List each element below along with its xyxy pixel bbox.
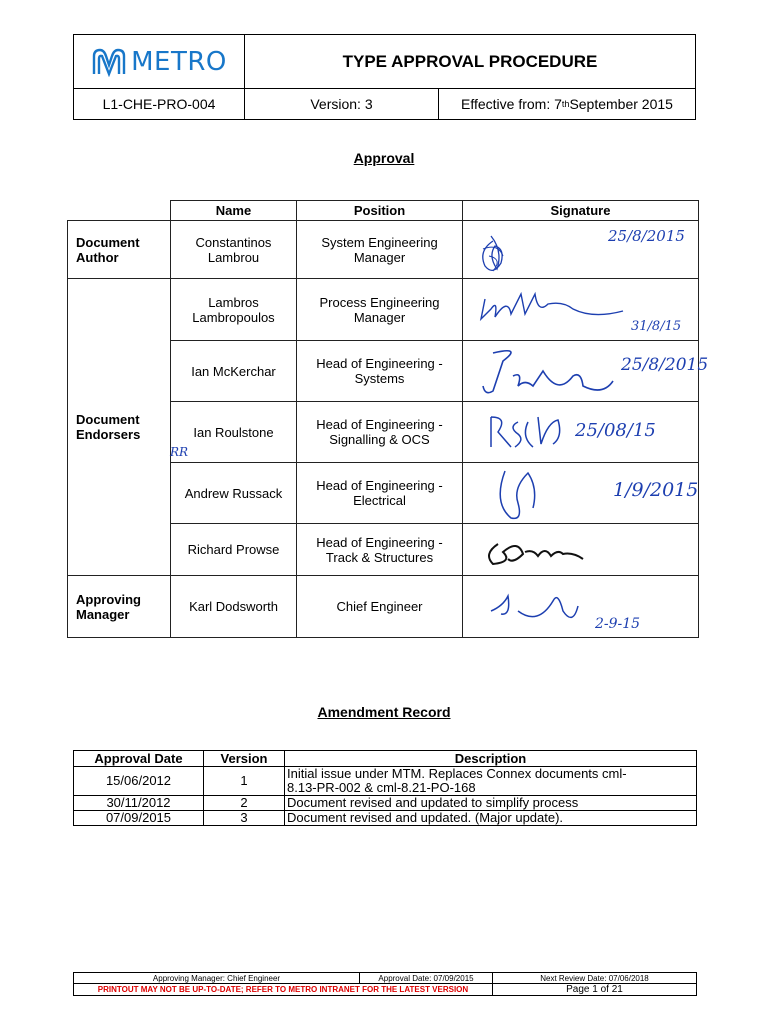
amendment-date: 15/06/2012 <box>74 767 204 796</box>
approver-position: Process Engineering Manager <box>297 279 463 341</box>
signature-cell <box>463 341 709 402</box>
signature-cell <box>463 524 699 576</box>
approver-name: Karl Dodsworth <box>171 576 297 638</box>
approver-position: Head of Engineering - Signalling & OCS <box>297 402 463 463</box>
signature-icon <box>463 524 699 576</box>
document-title: TYPE APPROVAL PROCEDURE <box>245 35 695 89</box>
effective-prefix: Effective from: 7 <box>461 96 562 112</box>
effective-date <box>439 89 695 119</box>
amendment-version: 3 <box>204 811 285 826</box>
margin-initials: RR <box>170 445 189 459</box>
amendment-date: 07/09/2015 <box>74 811 204 826</box>
approver-position: Head of Engineering - Electrical <box>297 463 463 524</box>
document-header <box>73 34 696 120</box>
approver-name: Lambros Lambropoulos <box>171 279 297 341</box>
amendment-table <box>73 750 697 826</box>
signature-date: 25/08/15 <box>575 420 656 441</box>
amendment-date: 30/11/2012 <box>74 796 204 811</box>
approval-table <box>67 200 709 638</box>
signature-date: 25/8/2015 <box>621 355 709 375</box>
signature-date: 31/8/15 <box>631 319 682 334</box>
column-description-header: Description <box>285 751 697 767</box>
amendment-version: 2 <box>204 796 285 811</box>
document-code: L1-CHE-PRO-004 <box>74 89 245 119</box>
author-label: Document Author <box>68 221 171 279</box>
approver-position: Head of Engineering - Track & Structures <box>297 524 463 576</box>
approver-name: Andrew Russack <box>171 463 297 524</box>
approver-position: Chief Engineer <box>297 576 463 638</box>
metro-logo-icon <box>91 47 127 77</box>
amendment-description: Initial issue under MTM. Replaces Connex documents cml- 8.13-PR-002 & cml-8.21-PO-168 <box>285 767 697 796</box>
column-approval-date-header: Approval Date <box>74 751 204 767</box>
footer-next-review: Next Review Date: 07/06/2018 <box>493 973 697 984</box>
approver-name: Richard Prowse <box>171 524 297 576</box>
signature-cell <box>463 463 699 524</box>
footer-approving-manager: Approving Manager: Chief Engineer <box>74 973 360 984</box>
approver-name: Ian Roulstone <box>171 402 297 463</box>
signature-date: 2-9-15 <box>595 616 641 632</box>
approver-name: Ian McKerchar <box>171 341 297 402</box>
amendment-version: 1 <box>204 767 285 796</box>
signature-cell <box>463 576 699 638</box>
endorsers-label: Document Endorsers <box>68 279 171 576</box>
effective-suffix: September 2015 <box>569 96 673 112</box>
page-number: Page 1 of 21 <box>493 984 697 996</box>
signature-icon <box>463 576 699 638</box>
column-position-header: Position <box>297 201 463 221</box>
footer-warning: PRINTOUT MAY NOT BE UP-TO-DATE; REFER TO METRO INTRANET FOR THE LATEST VERSION <box>74 984 493 996</box>
column-name-header: Name <box>171 201 297 221</box>
amendment-description: Document revised and updated. (Major update). <box>285 811 697 826</box>
footer-approval-date: Approval Date: 07/09/2015 <box>360 973 493 984</box>
approver-position: Head of Engineering - Systems <box>297 341 463 402</box>
logo-text: METRO <box>131 46 227 77</box>
approver-name: Constantinos Lambrou <box>171 221 297 279</box>
amendment-description: Document revised and updated to simplify process <box>285 796 697 811</box>
approval-heading: Approval <box>353 150 415 166</box>
page-footer <box>73 972 697 996</box>
document-version: Version: 3 <box>245 89 439 119</box>
signature-date: 25/8/2015 <box>608 227 685 245</box>
signature-cell <box>463 221 699 279</box>
amendment-heading: Amendment Record <box>317 704 451 720</box>
signature-cell <box>463 279 699 341</box>
signature-date: 1/9/2015 <box>613 479 699 501</box>
blank-corner <box>68 201 171 221</box>
manager-label: Approving Manager <box>68 576 171 638</box>
column-version-header: Version <box>204 751 285 767</box>
approver-position: System Engineering Manager <box>297 221 463 279</box>
column-signature-header: Signature <box>463 201 699 221</box>
effective-sup: th <box>561 99 570 109</box>
logo-cell <box>74 35 245 89</box>
signature-cell <box>463 402 699 463</box>
